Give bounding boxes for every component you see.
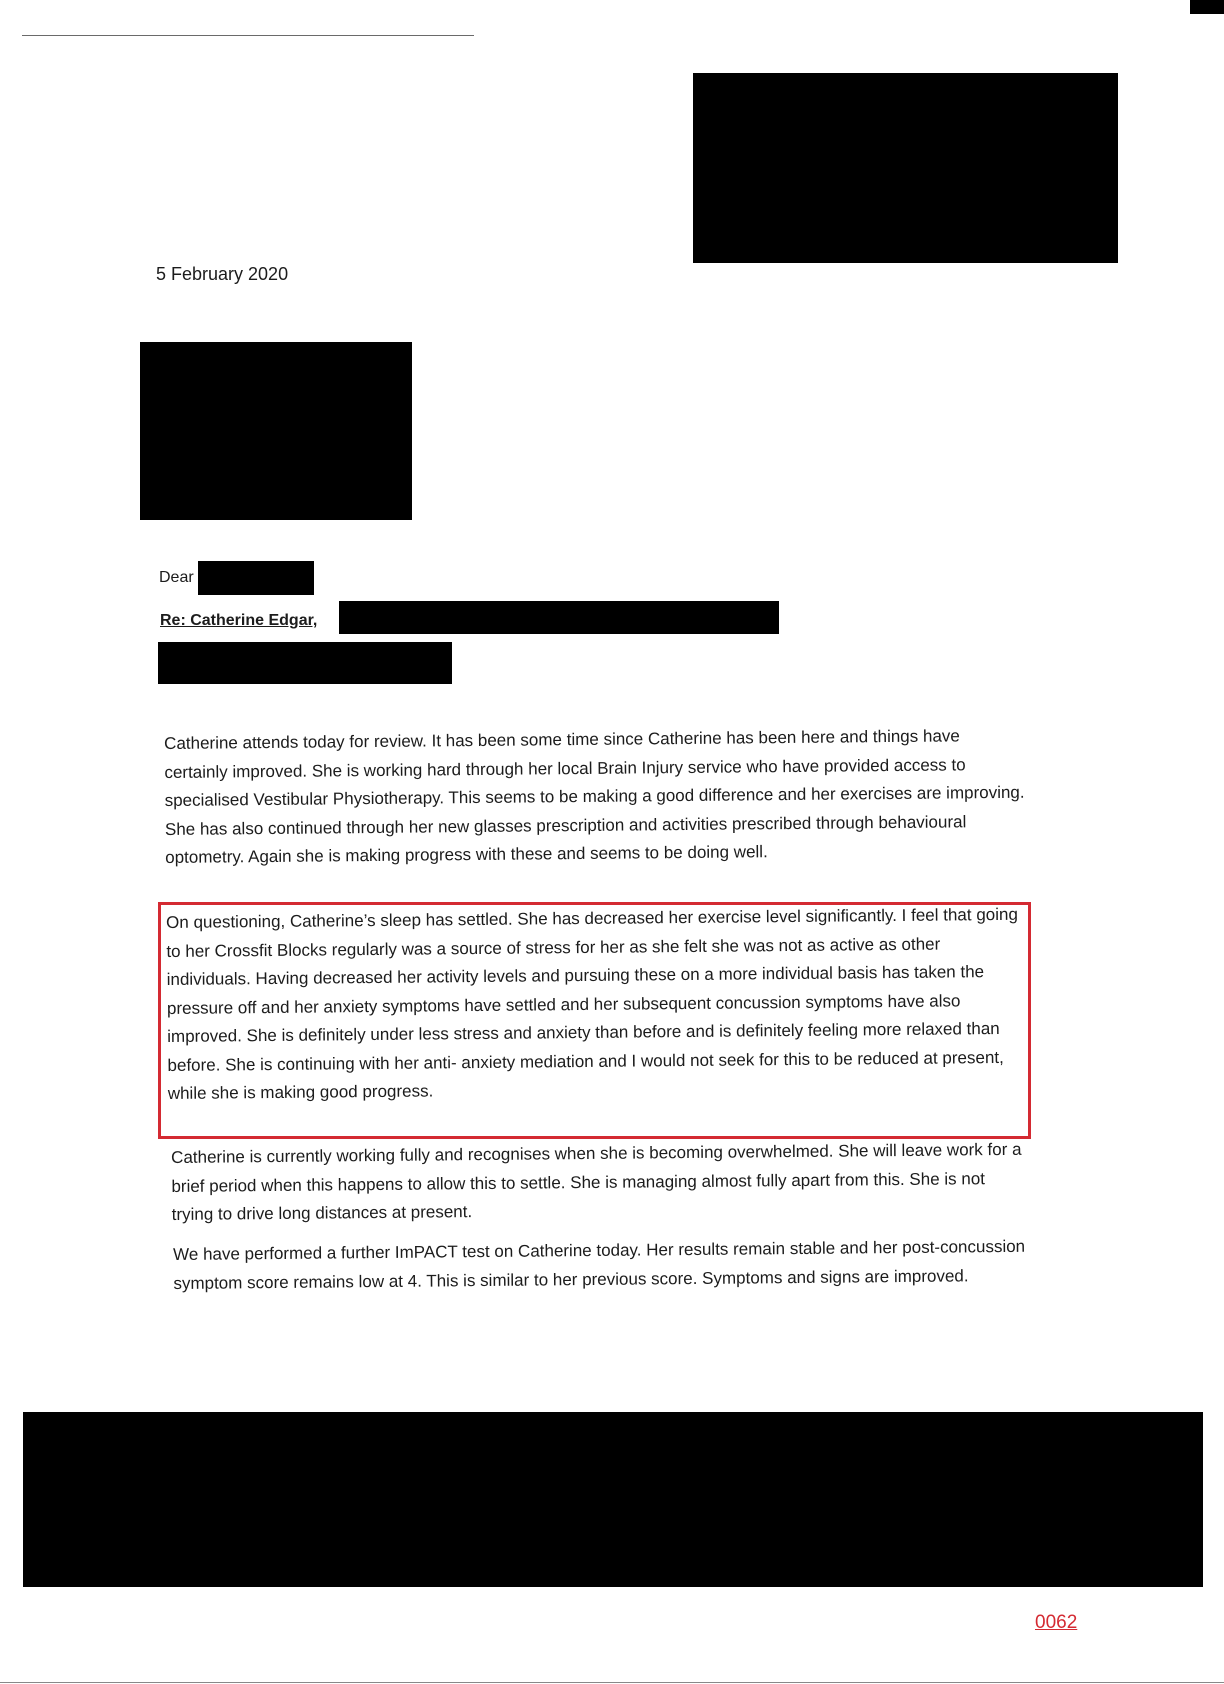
re-line: Re: Catherine Edgar,	[160, 612, 318, 629]
page-number: 0062	[1035, 1612, 1078, 1633]
salutation: Dear	[159, 569, 194, 586]
paragraph-impact-test: We have performed a further ImPACT test on Catherine today. Her results remain stable and her post-concussion symptom score remains low at 4. This is similar to her previous score. Symptoms and signs are improved.	[173, 1236, 1026, 1293]
paragraph-work-status: Catherine is currently working fully and recognises when she is becoming overwhelmed. She will leave work for a brief period when this happens to allow this to settle. She is managing almost fully apart from this. She is not trying to drive long distances at present.	[171, 1139, 1022, 1224]
bottom-rule	[0, 1682, 1224, 1683]
top-rule	[22, 35, 474, 36]
redaction-recipient-address	[140, 342, 412, 520]
redaction-recipient-name	[198, 561, 314, 595]
letter-date: 5 February 2020	[156, 264, 289, 284]
redaction-signature-block	[23, 1412, 1203, 1587]
paragraph-review-intro: Catherine attends today for review. It has been some time since Catherine has been here and things have certainly improved. She is working hard through her local Brain Injury service who have provided access to specialised Vestibular Physiotherapy. This seems to be making a good difference and her exercises are improving. She has also continued through her new glasses prescription and activities prescribed through behavioural optometry. Again she is making progress with these and seems to be doing well.	[164, 726, 1025, 867]
corner-mark	[1190, 0, 1224, 14]
paragraph-sleep-and-anxiety: On questioning, Catherine’s sleep has settled. She has decreased her exercise level significantly. I feel that going to her Crossfit Blocks regularly was a source of stress for her as she felt she was not as active as other individuals. Having decreased her activity levels and pursuing these on a more individual basis has taken the pressure off and her anxiety symptoms have settled and her subsequent concussion symptoms have also improved. She is definitely under less stress and anxiety than before and is definitely feeling more relaxed than before. She is continuing with her anti- anxiety mediation and I would not seek for this to be reduced at present, while she is making good progress.	[166, 904, 1018, 1103]
redaction-letterhead	[693, 73, 1118, 263]
redaction-re-details	[339, 601, 779, 634]
redaction-re-details-second-line	[158, 642, 452, 684]
